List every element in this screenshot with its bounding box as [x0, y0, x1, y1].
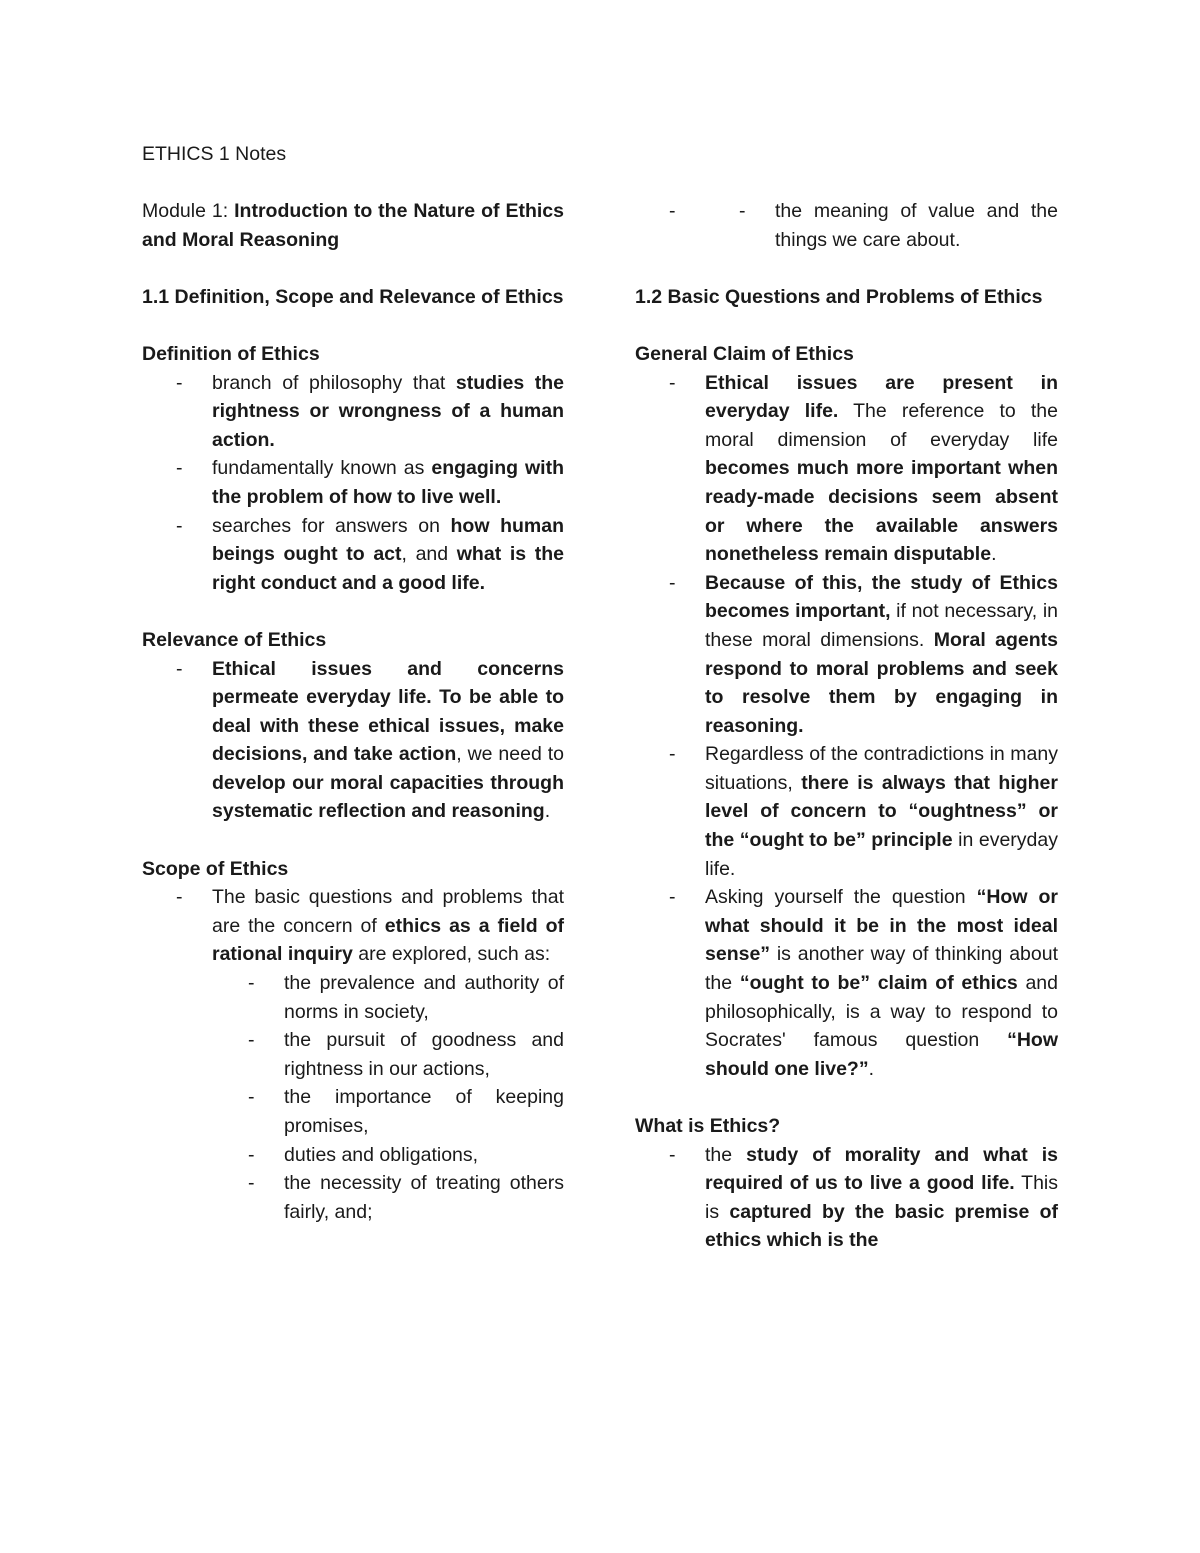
scope-list: [142, 883, 564, 1226]
continued-sublist: [635, 197, 1058, 254]
module-prefix: Module 1:: [142, 200, 235, 222]
list-item: - branch of philosophy that studies the rightness or wrongness of a human action.: [142, 369, 564, 455]
list-item: - duties and obligations,: [212, 1141, 564, 1170]
module-title: [142, 197, 564, 254]
list-item: - searches for answers on how human beings ought to act, and what is the right conduct and a good life.: [142, 512, 564, 598]
scope-sublist: [212, 969, 564, 1226]
section-heading-1-1: 1.1 Definition, Scope and Relevance of Ethics: [142, 285, 564, 308]
list-item: - - the meaning of value and the things we care about.: [635, 197, 1058, 254]
list-item: - Asking yourself the question “How or what should it be in the most ideal sense” is another way of thinking about the “ought to be” claim of ethics and philosophically, is a way to respond to Socrates' famous question “How should one live?”.: [635, 883, 1058, 1083]
module-name: Introduction to the Nature of Ethics and Moral Reasoning: [142, 200, 564, 251]
section-heading-1-2: 1.2 Basic Questions and Problems of Ethics: [635, 285, 1043, 308]
document-title: ETHICS 1 Notes: [142, 143, 287, 165]
list-item: - Regardless of the contradictions in many situations, there is always that higher level of concern to “oughtness” or the “ought to be” principle in everyday life.: [635, 740, 1058, 883]
list-item: - fundamentally known as engaging with the problem of how to live well.: [142, 454, 564, 511]
list-item: - Ethical issues are present in everyday life. The reference to the moral dimension of everyday life becomes much more important when ready-made decisions seem absent or where the available answers nonetheless remain disputable.: [635, 369, 1058, 569]
general-claim-list: [635, 369, 1058, 1084]
relevance-heading: Relevance of Ethics: [142, 628, 327, 651]
left-column: [142, 197, 564, 1226]
definition-heading: Definition of Ethics: [142, 342, 320, 365]
list-item: - the importance of keeping promises,: [212, 1083, 564, 1140]
list-item: - the pursuit of goodness and rightness in our actions,: [212, 1026, 564, 1083]
definition-list: [142, 369, 564, 598]
list-item: - the necessity of treating others fairly, and;: [212, 1169, 564, 1226]
general-claim-heading: General Claim of Ethics: [635, 342, 854, 365]
list-item: - the study of morality and what is required of us to live a good life. This is captured by the basic premise of ethics which is the: [635, 1141, 1058, 1255]
scope-heading: Scope of Ethics: [142, 857, 289, 880]
list-item: - the prevalence and authority of norms in society,: [212, 969, 564, 1026]
list-item: - Because of this, the study of Ethics becomes important, if not necessary, in these moral dimensions. Moral agents respond to moral problems and seek to resolve them by engaging in reasoning.: [635, 569, 1058, 741]
list-item: - Ethical issues and concerns permeate everyday life. To be able to deal with these ethical issues, make decisions, and take action, we need to develop our moral capacities through systematic reflection and reasoning.: [142, 655, 564, 827]
what-is-ethics-list: [635, 1141, 1058, 1255]
relevance-list: [142, 655, 564, 827]
list-item: - The basic questions and problems that are the concern of ethics as a field of rational inquiry are explored, such as: - the prevalence and authority of norms in society, - the pursuit of goodness and rightness in our actions, - the importance of keeping promises, - duties and obligations, - the necessity of treating others fairly, and;: [142, 883, 564, 1226]
right-column: [635, 197, 1058, 1255]
what-is-ethics-heading: What is Ethics?: [635, 1115, 781, 1137]
